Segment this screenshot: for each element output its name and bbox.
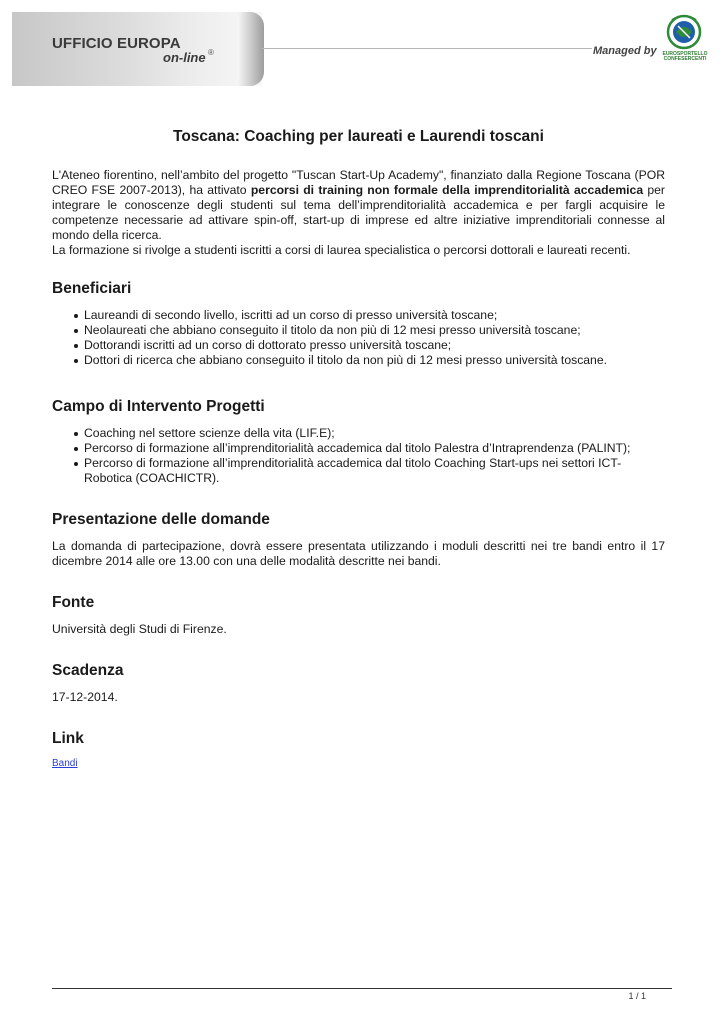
logo-caption	[662, 52, 708, 62]
presentazione-text: La domanda di partecipazione, dovrà essere presentata utilizzando i moduli descritti nei tre bandi entro il 17 dicembre 2014 alle ore 13.00 con una delle modalità descritte nei bandi.	[52, 539, 665, 568]
beneficiari-list	[52, 308, 665, 368]
intro-paragraph	[52, 168, 665, 258]
campo-list	[52, 426, 665, 486]
section-title-presentazione: Presentazione delle domande	[52, 511, 270, 528]
intro-part1: L'Ateneo fiorentino, nell’ambito del progetto "Tuscan Start-Up Academy", finanziato dalla Regione Toscana (POR CREO FSE 2007-2013), ha attivato	[52, 168, 665, 197]
header-divider	[262, 48, 592, 49]
logo-caption-line2: CONFESERCENTI	[663, 56, 707, 62]
header-band-edge	[238, 12, 264, 86]
list-item: Percorso di formazione all’imprenditorialità accademica dal titolo Palestra d’Intraprendenza (PALINT);	[74, 441, 665, 456]
section-title-scadenza: Scadenza	[52, 662, 124, 679]
document-body	[52, 128, 665, 771]
page-number: 1 / 1	[628, 991, 646, 1001]
intro-part2: per integrare le conoscenze degli studenti sul tema dell’imprenditorialità accademica e per fargli acquisire le competenze necessarie ad attivare spin-off, start-up di imprese ed altre iniziative imprenditoriali connesse al mondo della ricerca.	[52, 183, 665, 242]
section-title-beneficiari: Beneficiari	[52, 280, 132, 297]
bandi-link[interactable]: Bandi	[52, 758, 78, 769]
page-header	[0, 0, 725, 92]
brand-title: UFFICIO EUROPA	[52, 35, 181, 52]
list-item: Laureandi di secondo livello, iscritti ad un corso di presso università toscane;	[74, 308, 665, 323]
intro-bold: percorsi di training non formale della imprenditorialità accademica	[250, 183, 644, 197]
brand-subtitle: on-line	[163, 50, 206, 65]
section-title-fonte: Fonte	[52, 594, 95, 611]
scadenza-text: 17-12-2014.	[52, 690, 118, 704]
document-title: Toscana: Coaching per laureati e Laurendi toscani	[173, 128, 544, 145]
list-item: Dottori di ricerca che abbiano conseguito il titolo da non più di 12 mesi presso università toscane.	[74, 353, 665, 368]
list-item: Percorso di formazione all’imprenditorialità accademica dal titolo Coaching Start-ups nei settori ICT-Robotica (COACHICTR).	[74, 456, 665, 486]
section-title-link: Link	[52, 730, 84, 747]
intro-text	[52, 168, 665, 243]
intro-line2: La formazione si rivolge a studenti iscritti a corsi di laurea specialistica o percorsi dottorali e laureati recenti.	[52, 243, 631, 257]
list-item: Dottorandi iscritti ad un corso di dottorato presso università toscane;	[74, 338, 665, 353]
registered-mark: ®	[208, 48, 214, 57]
footer-divider	[52, 988, 672, 989]
section-title-campo: Campo di Intervento Progetti	[52, 398, 265, 415]
list-item: Coaching nel settore scienze della vita (LIF.E);	[74, 426, 665, 441]
list-item: Neolaureati che abbiano conseguito il titolo da non più di 12 mesi presso università toscane;	[74, 323, 665, 338]
managed-by-label: Managed by	[593, 45, 657, 57]
logo-caption-line1: EUROSPORTELLO	[662, 51, 708, 57]
fonte-text: Università degli Studi di Firenze.	[52, 622, 227, 636]
